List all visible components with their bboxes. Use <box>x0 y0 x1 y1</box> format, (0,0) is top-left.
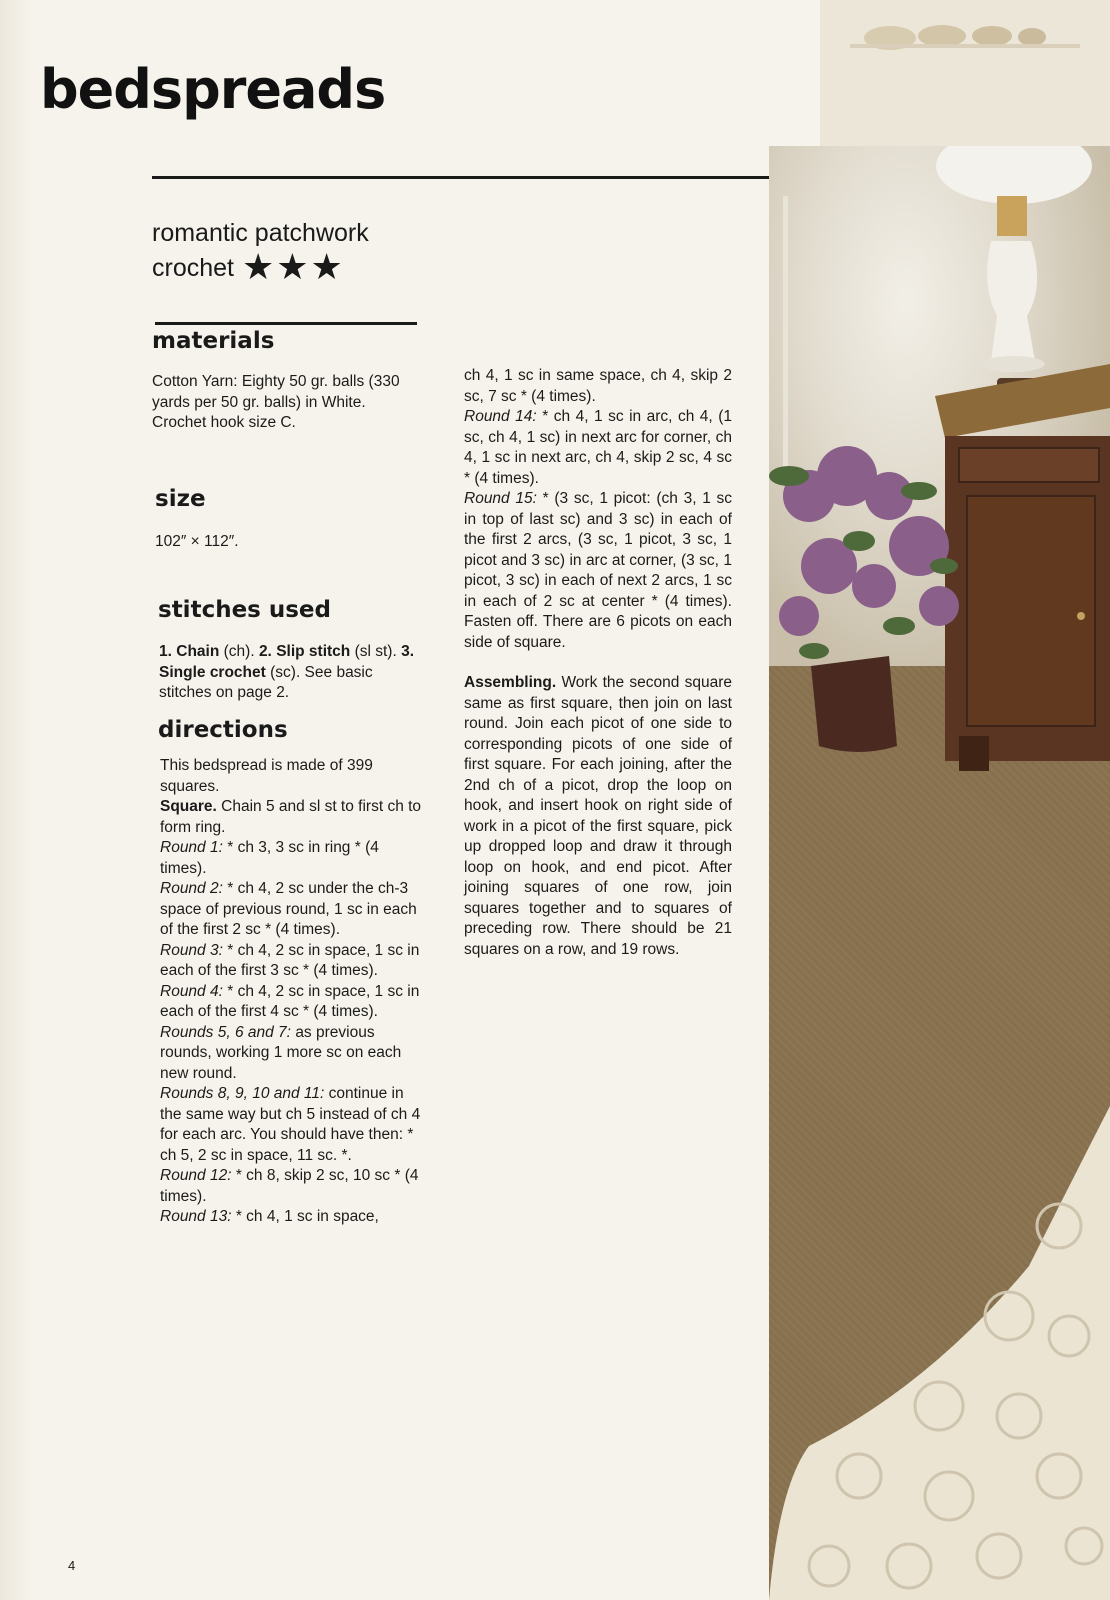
shelf-bowls-image <box>820 0 1110 146</box>
direction-round-13 <box>160 1207 422 1228</box>
rounds-5-7-text: as previous rounds, working 1 more sc on each new round. <box>160 1023 402 1082</box>
round-2-label: Round 2: <box>160 880 223 897</box>
materials-divider <box>155 322 417 325</box>
directions-heading: directions <box>158 717 288 743</box>
direction-assembling <box>464 673 732 960</box>
round-12-label: Round 12: <box>160 1167 232 1184</box>
direction-round-4 <box>160 982 422 1023</box>
direction-round-2 <box>160 879 422 941</box>
stitches-text <box>159 642 417 704</box>
square-text: Chain 5 and sl st to first ch to form ring. <box>160 798 422 836</box>
direction-round-12 <box>160 1166 422 1207</box>
stitch-2-number: 2. <box>258 643 272 660</box>
stitches-paragraph <box>159 642 417 704</box>
stitches-heading: stitches used <box>158 597 331 623</box>
direction-rounds-5-7 <box>160 1023 422 1085</box>
materials-paragraph: Cotton Yarn: Eighty 50 gr. balls (330 yards per 50 gr. balls) in White. Crochet hook size C. <box>152 373 400 431</box>
directions-column-2 <box>464 366 732 960</box>
rounds-5-7-label: Rounds 5, 6 and 7: <box>160 1023 291 1041</box>
round-3-label: Round 3: <box>160 941 223 959</box>
round-13-label: Round 13: <box>160 1208 232 1225</box>
stitch-slip-abbr: (sl st). <box>354 643 397 660</box>
pattern-title <box>152 216 369 285</box>
photo-top-strip <box>820 0 1110 146</box>
assembling-label: Assembling. <box>464 674 557 691</box>
difficulty-stars-icon: ★★★ <box>241 246 345 287</box>
stitch-chain: Chain <box>176 643 220 660</box>
bedroom-photo <box>769 146 1110 1600</box>
stitch-1-number: 1. <box>159 643 172 660</box>
round-4-label: Round 4: <box>160 982 223 1000</box>
direction-rounds-8-11 <box>160 1084 422 1166</box>
direction-round-13-continued: ch 4, 1 sc in same space, ch 4, skip 2 sc, 7 sc * (4 times). <box>464 367 732 405</box>
directions-column-1 <box>160 756 422 1228</box>
direction-round-15 <box>464 489 732 653</box>
size-text <box>155 532 420 553</box>
round-2-text: * ch 4, 2 sc under the ch-3 space of previous round, 1 sc in each of the first 2 sc * (4 times). <box>160 880 417 938</box>
round-4-text: * ch 4, 2 sc in space, 1 sc in each of the first 4 sc * (4 times). <box>160 982 420 1020</box>
page-title: bedspreads <box>40 58 386 121</box>
direction-square <box>160 797 422 838</box>
size-heading: size <box>155 486 206 512</box>
round-14-text: * ch 4, 1 sc in arc, ch 4, (1 sc, ch 4, 1 sc) in next arc for corner, ch 4, 1 sc in next arc, ch 4, skip 2 sc, 4 sc * (4 times). <box>464 408 732 487</box>
top-divider <box>152 176 769 179</box>
stitch-chain-abbr: (ch). <box>223 643 255 660</box>
size-paragraph: 102″ × 112″. <box>155 533 239 550</box>
round-15-text: * (3 sc, 1 picot: (ch 3, 1 sc in top of last sc) and 3 sc) in each of the first 2 arcs, (3 sc, 1 picot, 3 sc, 1 picot and 3 sc) in arc at corner, (3 sc, 1 picot, 3 sc) in each of next 2 arcs, 1 sc in each of 2 sc at center * (4 times). Fasten off. There are 6 picots on each side of square. <box>464 490 733 651</box>
pattern-title-line2 <box>152 246 369 287</box>
square-label: Square. <box>160 798 217 815</box>
stitch-single: Single crochet <box>159 663 266 681</box>
pattern-title-line1: romantic patchwork <box>152 219 369 247</box>
round-13-text: * ch 4, 1 sc in space, <box>235 1208 379 1225</box>
round-12-text: * ch 8, skip 2 sc, 10 sc * (4 times). <box>160 1167 419 1205</box>
round-14-label: Round 14: <box>464 408 537 425</box>
stitch-slip: Slip stitch <box>276 643 351 660</box>
stitch-3-number: 3. <box>401 643 415 660</box>
materials-text <box>152 372 412 434</box>
rounds-8-11-label: Rounds 8, 9, 10 and 11: <box>160 1085 325 1102</box>
bedroom-scene-image <box>769 146 1110 1600</box>
page-number: 4 <box>68 1558 76 1573</box>
pattern-title-crochet: crochet <box>152 254 234 282</box>
materials-heading: materials <box>152 328 275 354</box>
stitch-single-abbr: (sc). See basic stitches on page 2. <box>159 663 373 701</box>
round-3-text: * ch 4, 2 sc in space, 1 sc in each of the first 3 sc * (4 times). <box>160 941 420 979</box>
direction-round-3 <box>160 941 422 982</box>
round-15-label: Round 15: <box>464 490 537 507</box>
round-1-label: Round 1: <box>160 839 223 856</box>
round-1-text: * ch 3, 3 sc in ring * (4 times). <box>160 839 379 877</box>
direction-round-1 <box>160 838 422 879</box>
rounds-8-11-text: continue in the same way but ch 5 instead of ch 4 for each arc. You should have then: * ch 5, 2 sc in space, 11 sc. *. <box>160 1085 421 1164</box>
assembling-text: Work the second square same as first square, then join on last round. Join each picot of one side to corresponding picots of one side of first square. For each joining, after the 2nd ch of a picot, drop the loop on hook, and insert hook on right side of work in a picot of the first square, pick up dropped loop and draw it through loop on hook, and end picot. After joining squares of one row, join squares together and to squares of preceding row. There should be 21 squares on a row, and 19 rows. <box>464 674 732 958</box>
direction-round-14 <box>464 407 732 489</box>
directions-intro: This bedspread is made of 399 squares. <box>160 757 373 795</box>
